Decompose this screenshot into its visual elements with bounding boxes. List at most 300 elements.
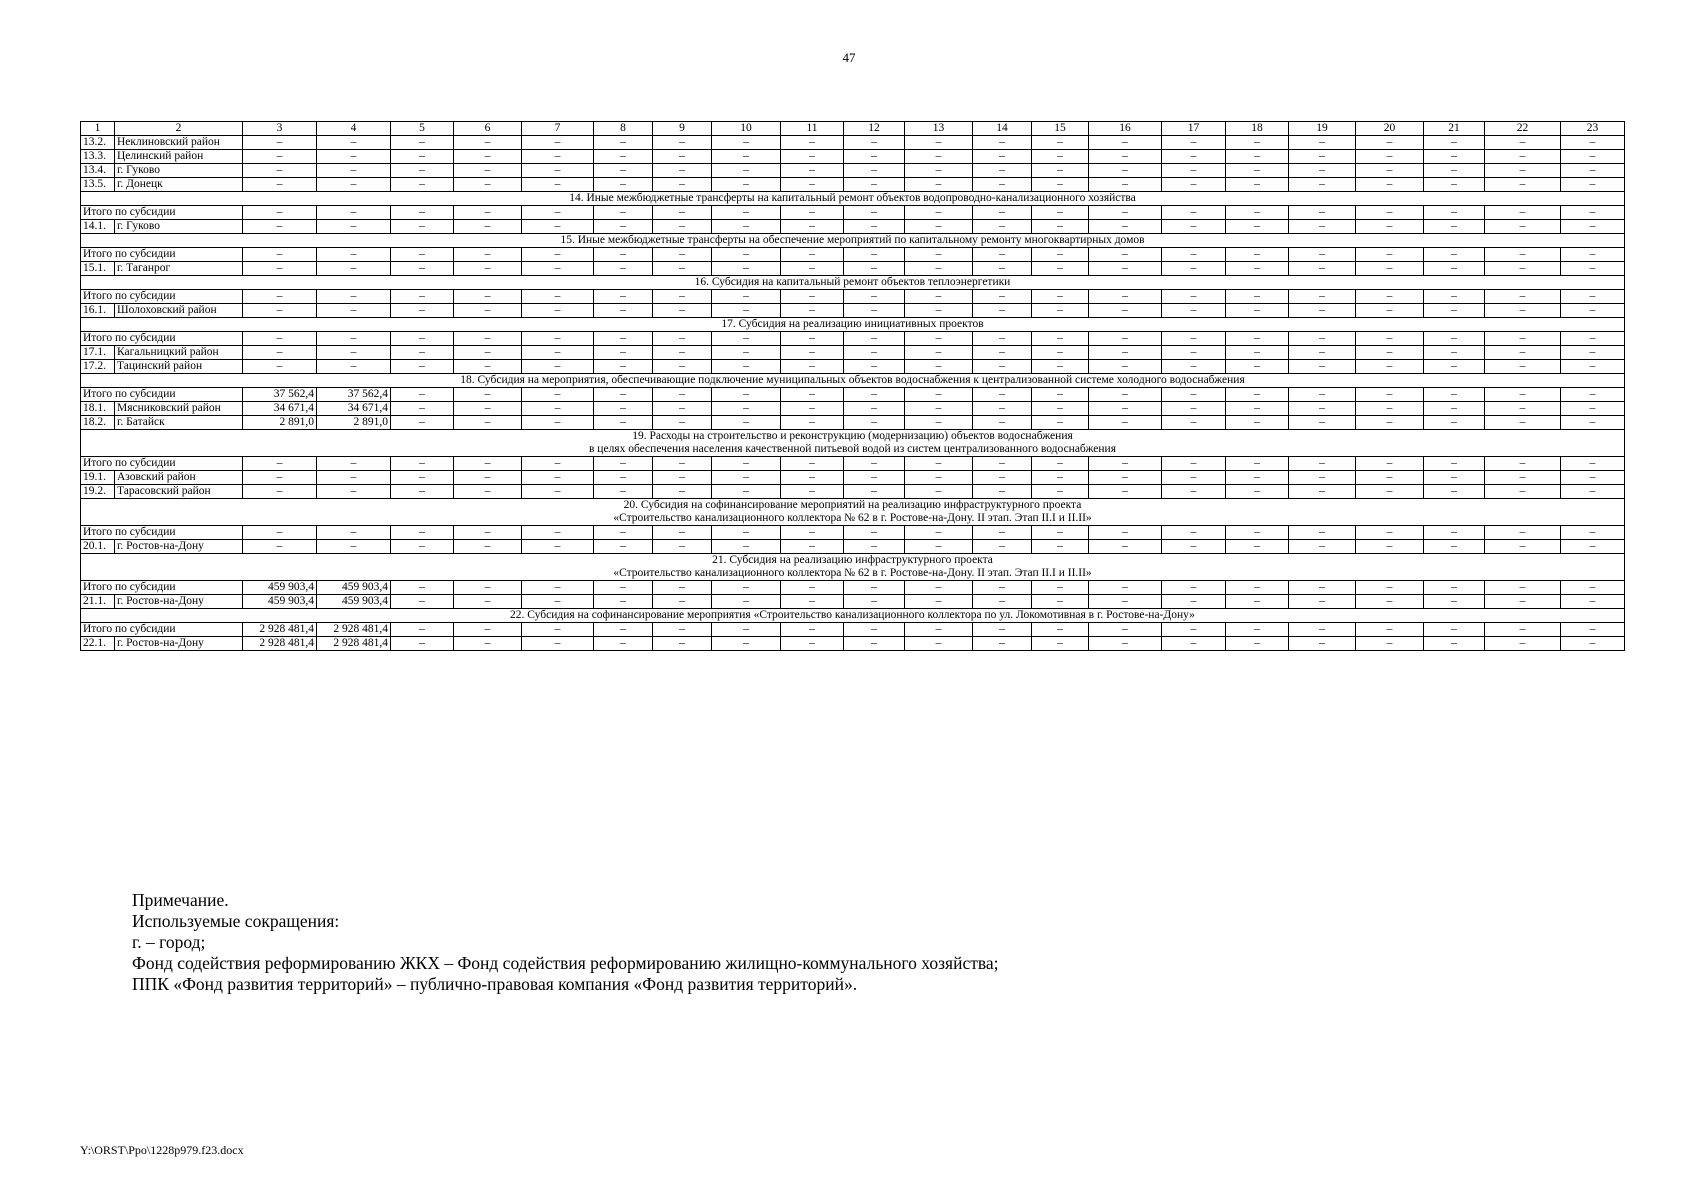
value-cell: – xyxy=(1162,581,1226,595)
value-cell: – xyxy=(1356,402,1424,416)
value-cell: – xyxy=(1561,164,1625,178)
value-cell: – xyxy=(594,304,653,318)
column-number: 14 xyxy=(973,122,1032,136)
value-cell: – xyxy=(781,150,844,164)
value-cell: – xyxy=(522,136,594,150)
section-title-line: 16. Субсидия на капитальный ремонт объектов теплоэнергетики xyxy=(694,276,1011,288)
value-cell: – xyxy=(1289,388,1356,402)
value-cell: – xyxy=(1561,290,1625,304)
value-cell: – xyxy=(1289,360,1356,374)
value-cell: – xyxy=(522,637,594,651)
value-cell: – xyxy=(1424,248,1485,262)
value-cell: – xyxy=(973,623,1032,637)
value-cell: – xyxy=(1424,471,1485,485)
value-cell: – xyxy=(391,262,454,276)
value-cell: – xyxy=(1289,540,1356,554)
value-cell: – xyxy=(1356,526,1424,540)
value-col-4: 459 903,4 xyxy=(317,581,391,595)
value-cell: – xyxy=(391,248,454,262)
value-cell: – xyxy=(1289,416,1356,430)
value-cell: – xyxy=(1089,304,1162,318)
section-header-row xyxy=(81,554,1625,581)
value-cell: – xyxy=(1356,485,1424,499)
value-cell: – xyxy=(1226,164,1289,178)
value-cell: – xyxy=(712,581,781,595)
value-cell: – xyxy=(1485,304,1561,318)
value-cell: – xyxy=(1032,540,1089,554)
value-cell: – xyxy=(454,595,522,609)
value-col-3: – xyxy=(243,485,317,499)
value-cell: – xyxy=(781,457,844,471)
notes-block xyxy=(132,890,999,995)
value-cell: – xyxy=(781,346,844,360)
value-cell: – xyxy=(973,471,1032,485)
value-cell: – xyxy=(712,457,781,471)
value-cell: – xyxy=(1226,623,1289,637)
value-col-3: 2 928 481,4 xyxy=(243,623,317,637)
value-cell: – xyxy=(781,248,844,262)
budget-table xyxy=(80,121,1625,651)
value-cell: – xyxy=(1162,526,1226,540)
value-cell: – xyxy=(522,595,594,609)
value-cell: – xyxy=(1356,581,1424,595)
total-label: Итого по субсидии xyxy=(81,206,243,220)
value-col-3: 459 903,4 xyxy=(243,581,317,595)
value-col-3: – xyxy=(243,540,317,554)
column-number: 15 xyxy=(1032,122,1089,136)
value-col-4: – xyxy=(317,262,391,276)
value-cell: – xyxy=(1162,623,1226,637)
value-cell: – xyxy=(522,485,594,499)
value-cell: – xyxy=(905,220,973,234)
value-cell: – xyxy=(1226,290,1289,304)
value-cell: – xyxy=(1089,164,1162,178)
value-cell: – xyxy=(391,402,454,416)
value-cell: – xyxy=(1485,637,1561,651)
value-cell: – xyxy=(1162,595,1226,609)
value-cell: – xyxy=(1089,457,1162,471)
total-row xyxy=(81,206,1625,220)
value-cell: – xyxy=(1561,220,1625,234)
value-cell: – xyxy=(973,332,1032,346)
column-number: 3 xyxy=(243,122,317,136)
value-cell: – xyxy=(1424,637,1485,651)
value-cell: – xyxy=(1162,402,1226,416)
table-row xyxy=(81,416,1625,430)
value-cell: – xyxy=(1561,150,1625,164)
value-col-3: – xyxy=(243,150,317,164)
municipality-name: г. Донецк xyxy=(115,178,243,192)
value-cell: – xyxy=(1032,248,1089,262)
value-cell: – xyxy=(653,332,712,346)
value-col-4: – xyxy=(317,360,391,374)
value-cell: – xyxy=(653,150,712,164)
value-cell: – xyxy=(594,332,653,346)
value-cell: – xyxy=(594,178,653,192)
value-col-4: 459 903,4 xyxy=(317,595,391,609)
value-cell: – xyxy=(454,623,522,637)
municipality-name: Тацинский район xyxy=(115,360,243,374)
value-cell: – xyxy=(1485,346,1561,360)
value-cell: – xyxy=(1485,402,1561,416)
value-cell: – xyxy=(1289,178,1356,192)
value-cell: – xyxy=(1356,136,1424,150)
section-title xyxy=(81,554,1625,581)
section-title xyxy=(81,318,1625,332)
value-cell: – xyxy=(973,581,1032,595)
value-cell: – xyxy=(1289,623,1356,637)
value-cell: – xyxy=(1289,471,1356,485)
value-col-3: – xyxy=(243,178,317,192)
section-title-line: 17. Субсидия на реализацию инициативных проектов xyxy=(721,318,984,330)
value-cell: – xyxy=(1485,416,1561,430)
value-cell: – xyxy=(1226,526,1289,540)
value-cell: – xyxy=(905,637,973,651)
value-col-3: – xyxy=(243,262,317,276)
section-title xyxy=(81,430,1625,457)
municipality-name: г. Ростов-на-Дону xyxy=(115,595,243,609)
value-cell: – xyxy=(1424,136,1485,150)
value-cell: – xyxy=(1162,262,1226,276)
value-cell: – xyxy=(973,526,1032,540)
value-cell: – xyxy=(1032,388,1089,402)
value-cell: – xyxy=(1162,360,1226,374)
value-cell: – xyxy=(1485,457,1561,471)
total-label: Итого по субсидии xyxy=(81,623,243,637)
section-title-line: 21. Субсидия на реализацию инфраструктурного проекта xyxy=(712,554,993,566)
value-cell: – xyxy=(1089,346,1162,360)
value-cell: – xyxy=(1424,262,1485,276)
value-cell: – xyxy=(905,388,973,402)
total-row xyxy=(81,248,1625,262)
value-cell: – xyxy=(844,206,905,220)
value-cell: – xyxy=(1356,623,1424,637)
value-cell: – xyxy=(973,178,1032,192)
column-number: 7 xyxy=(522,122,594,136)
value-cell: – xyxy=(1424,595,1485,609)
value-cell: – xyxy=(1424,304,1485,318)
row-index: 21.1. xyxy=(81,595,115,609)
value-cell: – xyxy=(1032,416,1089,430)
value-cell: – xyxy=(712,220,781,234)
table-row xyxy=(81,346,1625,360)
value-cell: – xyxy=(653,304,712,318)
value-col-4: – xyxy=(317,485,391,499)
value-cell: – xyxy=(454,164,522,178)
value-cell: – xyxy=(1485,178,1561,192)
value-cell: – xyxy=(1561,262,1625,276)
total-label: Итого по субсидии xyxy=(81,388,243,402)
value-cell: – xyxy=(1032,346,1089,360)
table-row xyxy=(81,262,1625,276)
value-cell: – xyxy=(1356,262,1424,276)
value-cell: – xyxy=(1561,332,1625,346)
value-cell: – xyxy=(1561,457,1625,471)
value-cell: – xyxy=(454,332,522,346)
value-cell: – xyxy=(454,290,522,304)
value-cell: – xyxy=(781,416,844,430)
value-cell: – xyxy=(653,416,712,430)
section-header-row xyxy=(81,609,1625,623)
value-cell: – xyxy=(1289,581,1356,595)
column-number: 13 xyxy=(905,122,973,136)
value-cell: – xyxy=(1289,485,1356,499)
value-cell: – xyxy=(905,540,973,554)
value-cell: – xyxy=(844,416,905,430)
value-cell: – xyxy=(1424,206,1485,220)
value-cell: – xyxy=(1289,150,1356,164)
value-cell: – xyxy=(905,402,973,416)
value-cell: – xyxy=(1226,540,1289,554)
total-row xyxy=(81,623,1625,637)
value-cell: – xyxy=(594,164,653,178)
value-cell: – xyxy=(1162,304,1226,318)
value-cell: – xyxy=(712,332,781,346)
section-title xyxy=(81,374,1625,388)
value-cell: – xyxy=(391,164,454,178)
value-cell: – xyxy=(1424,485,1485,499)
value-cell: – xyxy=(1485,581,1561,595)
value-cell: – xyxy=(905,526,973,540)
value-cell: – xyxy=(1356,540,1424,554)
value-cell: – xyxy=(712,346,781,360)
value-cell: – xyxy=(1289,595,1356,609)
value-cell: – xyxy=(1561,248,1625,262)
value-cell: – xyxy=(712,164,781,178)
value-cell: – xyxy=(594,346,653,360)
value-cell: – xyxy=(1226,262,1289,276)
value-cell: – xyxy=(1561,178,1625,192)
value-cell: – xyxy=(973,304,1032,318)
value-cell: – xyxy=(1226,150,1289,164)
value-col-4: – xyxy=(317,471,391,485)
value-cell: – xyxy=(653,178,712,192)
row-index: 17.1. xyxy=(81,346,115,360)
value-cell: – xyxy=(1032,262,1089,276)
value-col-4: 2 891,0 xyxy=(317,416,391,430)
value-cell: – xyxy=(1032,485,1089,499)
value-cell: – xyxy=(454,304,522,318)
value-col-3: 2 891,0 xyxy=(243,416,317,430)
value-cell: – xyxy=(1289,206,1356,220)
value-cell: – xyxy=(653,290,712,304)
section-header-row xyxy=(81,430,1625,457)
total-row xyxy=(81,526,1625,540)
value-cell: – xyxy=(1485,136,1561,150)
value-cell: – xyxy=(454,346,522,360)
value-cell: – xyxy=(1032,526,1089,540)
row-index: 14.1. xyxy=(81,220,115,234)
table-row xyxy=(81,595,1625,609)
value-cell: – xyxy=(1032,332,1089,346)
section-title-line: 18. Субсидия на мероприятия, обеспечивающие подключение муниципальных объектов водоснабжения к централизованной системе холодного водоснабжения xyxy=(460,374,1245,386)
value-cell: – xyxy=(1356,360,1424,374)
value-cell: – xyxy=(781,360,844,374)
value-cell: – xyxy=(1089,262,1162,276)
value-cell: – xyxy=(1289,526,1356,540)
value-cell: – xyxy=(781,290,844,304)
value-cell: – xyxy=(1424,388,1485,402)
value-cell: – xyxy=(1289,304,1356,318)
value-cell: – xyxy=(781,262,844,276)
value-cell: – xyxy=(1561,526,1625,540)
value-cell: – xyxy=(973,248,1032,262)
section-title-line: в целях обеспечения населения качественной питьевой водой из систем централизованного водоснабжения xyxy=(589,443,1116,455)
value-cell: – xyxy=(594,526,653,540)
value-cell: – xyxy=(1356,248,1424,262)
value-cell: – xyxy=(1356,346,1424,360)
value-cell: – xyxy=(594,220,653,234)
value-cell: – xyxy=(1561,360,1625,374)
value-cell: – xyxy=(391,136,454,150)
value-cell: – xyxy=(594,485,653,499)
value-cell: – xyxy=(454,178,522,192)
value-cell: – xyxy=(712,540,781,554)
value-cell: – xyxy=(1561,581,1625,595)
value-cell: – xyxy=(905,346,973,360)
table-row xyxy=(81,471,1625,485)
value-cell: – xyxy=(1356,164,1424,178)
total-label: Итого по субсидии xyxy=(81,581,243,595)
value-cell: – xyxy=(522,471,594,485)
value-cell: – xyxy=(1226,471,1289,485)
value-cell: – xyxy=(1289,136,1356,150)
value-cell: – xyxy=(1089,637,1162,651)
section-header-row xyxy=(81,192,1625,206)
column-number: 11 xyxy=(781,122,844,136)
file-path-footer: Y:\ORST\Ppo\1228p979.f23.docx xyxy=(80,1143,244,1157)
value-cell: – xyxy=(522,164,594,178)
value-cell: – xyxy=(844,346,905,360)
value-cell: – xyxy=(1485,290,1561,304)
value-cell: – xyxy=(594,402,653,416)
row-index: 13.4. xyxy=(81,164,115,178)
total-label: Итого по субсидии xyxy=(81,290,243,304)
value-cell: – xyxy=(1226,304,1289,318)
value-cell: – xyxy=(1289,457,1356,471)
value-col-4: – xyxy=(317,290,391,304)
value-col-4: 2 928 481,4 xyxy=(317,623,391,637)
value-cell: – xyxy=(391,581,454,595)
value-cell: – xyxy=(594,416,653,430)
value-cell: – xyxy=(1089,178,1162,192)
value-cell: – xyxy=(1561,388,1625,402)
table-row xyxy=(81,150,1625,164)
value-cell: – xyxy=(1032,402,1089,416)
value-cell: – xyxy=(1356,220,1424,234)
value-cell: – xyxy=(454,360,522,374)
value-cell: – xyxy=(1226,248,1289,262)
table-row xyxy=(81,402,1625,416)
value-cell: – xyxy=(391,540,454,554)
value-col-3: – xyxy=(243,248,317,262)
value-cell: – xyxy=(1162,485,1226,499)
value-cell: – xyxy=(1289,290,1356,304)
table-row xyxy=(81,540,1625,554)
value-cell: – xyxy=(973,220,1032,234)
row-index: 15.1. xyxy=(81,262,115,276)
value-cell: – xyxy=(905,290,973,304)
value-cell: – xyxy=(594,136,653,150)
value-cell: – xyxy=(1162,540,1226,554)
municipality-name: Неклиновский район xyxy=(115,136,243,150)
value-cell: – xyxy=(844,402,905,416)
value-cell: – xyxy=(391,457,454,471)
column-number: 8 xyxy=(594,122,653,136)
value-cell: – xyxy=(522,304,594,318)
value-cell: – xyxy=(844,637,905,651)
value-cell: – xyxy=(1226,457,1289,471)
value-cell: – xyxy=(1485,360,1561,374)
value-cell: – xyxy=(653,206,712,220)
value-cell: – xyxy=(653,262,712,276)
value-cell: – xyxy=(1424,526,1485,540)
value-cell: – xyxy=(973,150,1032,164)
value-cell: – xyxy=(1485,206,1561,220)
value-cell: – xyxy=(1089,360,1162,374)
value-cell: – xyxy=(1089,623,1162,637)
value-cell: – xyxy=(781,164,844,178)
value-cell: – xyxy=(844,150,905,164)
value-cell: – xyxy=(1032,164,1089,178)
value-cell: – xyxy=(1032,304,1089,318)
value-cell: – xyxy=(454,150,522,164)
value-cell: – xyxy=(781,178,844,192)
value-cell: – xyxy=(522,206,594,220)
value-col-4: – xyxy=(317,150,391,164)
value-cell: – xyxy=(973,360,1032,374)
row-index: 19.1. xyxy=(81,471,115,485)
municipality-name: Кагальницкий район xyxy=(115,346,243,360)
total-row xyxy=(81,388,1625,402)
value-cell: – xyxy=(905,457,973,471)
value-cell: – xyxy=(1561,471,1625,485)
value-cell: – xyxy=(454,136,522,150)
section-title-line: 19. Расходы на строительство и реконструкцию (модернизацию) объектов водоснабжения xyxy=(632,430,1073,442)
value-col-3: – xyxy=(243,346,317,360)
value-cell: – xyxy=(653,136,712,150)
value-cell: – xyxy=(1424,402,1485,416)
value-cell: – xyxy=(781,304,844,318)
value-cell: – xyxy=(844,332,905,346)
value-cell: – xyxy=(1089,402,1162,416)
value-cell: – xyxy=(973,457,1032,471)
value-cell: – xyxy=(1162,416,1226,430)
value-cell: – xyxy=(391,623,454,637)
value-cell: – xyxy=(1561,540,1625,554)
value-cell: – xyxy=(1289,637,1356,651)
value-cell: – xyxy=(454,457,522,471)
value-cell: – xyxy=(1032,581,1089,595)
value-cell: – xyxy=(712,637,781,651)
value-cell: – xyxy=(781,581,844,595)
value-cell: – xyxy=(653,595,712,609)
value-cell: – xyxy=(712,402,781,416)
value-cell: – xyxy=(1089,206,1162,220)
row-index: 13.5. xyxy=(81,178,115,192)
value-cell: – xyxy=(781,485,844,499)
value-cell: – xyxy=(712,388,781,402)
value-cell: – xyxy=(454,262,522,276)
value-col-4: – xyxy=(317,206,391,220)
value-col-4: – xyxy=(317,332,391,346)
value-cell: – xyxy=(781,332,844,346)
value-cell: – xyxy=(712,290,781,304)
value-cell: – xyxy=(391,304,454,318)
value-cell: – xyxy=(1289,346,1356,360)
value-cell: – xyxy=(653,248,712,262)
value-cell: – xyxy=(1356,332,1424,346)
